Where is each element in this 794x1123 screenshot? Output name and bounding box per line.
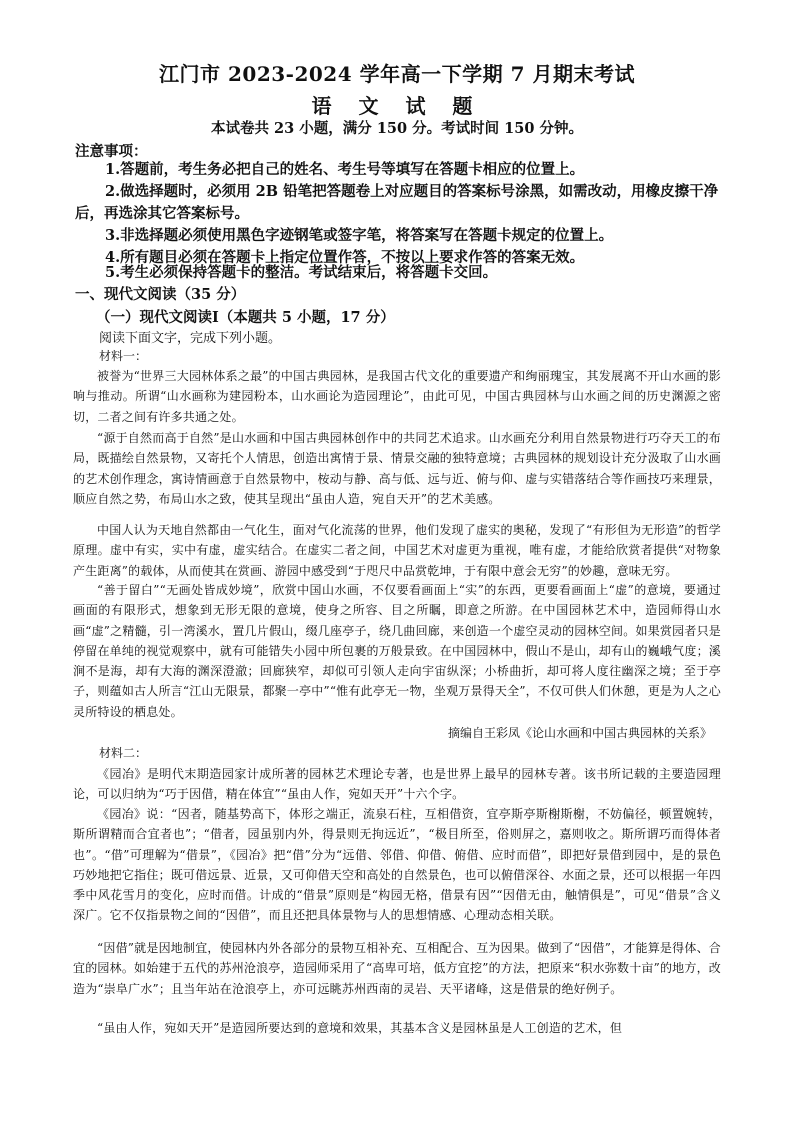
- paragraph: 被誉为“世界三大园林体系之最”的中国古典园林，是我国古代文化的重要遗产和绚丽瑰宝，其发展离不开山水画的影响与推动。所谓“山水画称为建园粉本，山水画论为造园理论”，由此可见，中国古典园林与山水画之间的历史渊源之密切，二者之间有许多共通之处。: [73, 369, 721, 424]
- section-heading: 一、现代文阅读（35 分）: [75, 286, 246, 303]
- exam-subject: 语 文 试 题: [311, 94, 483, 118]
- paragraph: “善于留白”“无画处皆成妙境”，欣赏中国山水画，不仅要看画面上“实”的东西，更要看画面上“虚”的意境，要通过画面的有限形式，想象到无形无限的意境，使身之所容、目之所瞩，即意之所游。在中国园林艺术中，造园师得山水画“虚”之精髓，引一湾溪水，置几片假山，缀几座亭子，绕几曲回廊，来创造一个虚空灵动的园林空间。如果赏园者只是停留在单纯的视觉观察中，就有可能错失小园中所包裹的万般景致。在中国园林中，假山不是山，却有山的巍峨气度；溪涧不是海，却有大海的渊深澄澈；回廊狭窄，却似可引领人走向宇宙纵深；小桥曲折，却可将人度往幽深之境；至于亭子，则蕴如古人所言“江山无限景，都聚一亭中”“惟有此亭无一物，坐观万景得天全”，不仅可供人们休憩，更是为人之心灵所特设的栖息处。: [73, 583, 721, 719]
- paragraph: “虽由人作，宛如天开”是造园所要达到的意境和效果，其基本含义是园林虽是人工创造的艺术，但: [97, 1021, 623, 1035]
- notice-item: 4.所有题目必须在答题卡上指定位置作答，不按以上要求作答的答案无效。: [105, 249, 585, 266]
- notice-item: 2.做选择题时，必须用 2B 铅笔把答题卷上对应题目的答案标号涂黑，如需改动，用橡皮擦干净后，再选涂其它答案标号。: [75, 183, 719, 222]
- source-citation: 摘编自王彩凤《论山水画和中国古典园林的关系》: [447, 726, 712, 740]
- reading-instruction: 阅读下面文字，完成下列小题。: [99, 331, 282, 346]
- notice-item: 1.答题前，考生务必把自己的姓名、考生号等填写在答题卡相应的位置上。: [105, 161, 585, 178]
- notice-heading: 注意事项：: [75, 143, 148, 160]
- paragraph: 中国人认为天地自然都由一气化生，面对气化流荡的世界，他们发现了虚实的奥秘，发现了“有形但为无形造”的哲学原理。虚中有实，实中有虚，虚实结合。在虚实二者之间，中国艺术对虚更为重视，唯有虚，才能给欣赏者提供“对物象产生距离”的载体，从而使其在赏画、游园中感受到“于咫尺中品赏乾坤，于有限中意会无穷”的妙趣，意味无穷。: [73, 523, 721, 578]
- paragraph: 《园冶》是明代末期造园家计成所著的园林艺术理论专著，也是世界上最早的园林专著。该书所记载的主要造园理论，可以归纳为“巧于因借，精在体宜”“虽由人作，宛如天开”十六个字。: [73, 767, 721, 802]
- material-heading: 材料二：: [99, 746, 148, 760]
- notice-item: 3.非选择题必须使用黑色字迹钢笔或签字笔，将答案写在答题卡规定的位置上。: [105, 227, 614, 244]
- material-heading: 材料一：: [99, 349, 148, 363]
- paragraph: 《园冶》说：“因者，随基势高下，体形之端正，流泉石柱，互相借资，宜亭斯亭斯榭斯榭，不妨偏径，顿置婉转，斯所谓精而合宜者也”；“借者，园虽别内外，得景则无拘远近”，“极目所至，俗则屏之，嘉则收之。斯所谓巧而得体者也”。“借”可理解为“借景”，《园冶》把“借”分为“远借、邻借、仰借、俯借、应时而借”，即把好景借到园中，是的景色巧妙地把它指住；既可借远景、近景，又可仰借天空和高处的自然景色，也可以俯借深谷、水面之景，还可以根据一年四季中风花雪月的变化，应时而借。计成的“借景”原则是“构园无格，借景有因”“因借无由，触情俱是”，可见“借景”含义深广。它不仅指景物之间的“因借”，而且还把具体景物与人的思想情感、心理动态相关联。: [73, 807, 721, 923]
- paragraph: “源于自然而高于自然”是山水画和中国古典园林创作中的共同艺术追求。山水画充分利用自然景物进行巧夺天工的布局，既描绘自然景物，又寄托个人情思，创造出寓情于景、情景交融的独特意境；古典园林的规划设计充分汲取了山水画的艺术创作理念，寓诗情画意于自然景物中，桉动与静、高与低、远与近、俯与仰、虚与实错落结合等作画技巧来理景，顺应自然之势，布局山水之致，使其呈现出“虽由人造，宛自天开”的艺术美感。: [73, 431, 721, 506]
- paragraph: “因借”就是因地制宜，使园林内外各部分的景物互相补充、互相配合、互为因果。做到了“因借”，才能算是得体、合宜的园林。如始建于五代的苏州沧浪亭，造园师采用了“高卑可培，低方宜挖”的方法，把原来“积水弥数十亩”的地方，改造为“崇阜广水”；且当年站在沧浪亭上，亦可远眺苏州西南的灵岩、天平诸峰，这是借景的绝好例子。: [73, 941, 721, 996]
- subsection-heading: （一）现代文阅读Ⅰ（本题共 5 小题，17 分）: [96, 309, 395, 326]
- notice-item: 5.考生必须保持答题卡的整洁。考试结束后，将答题卡交回。: [105, 264, 498, 281]
- exam-info: 本试卷共 23 小题，满分 150 分。考试时间 150 分钟。: [211, 120, 583, 137]
- exam-title: 江门市 2023-2024 学年高一下学期 7 月期末考试: [159, 62, 635, 86]
